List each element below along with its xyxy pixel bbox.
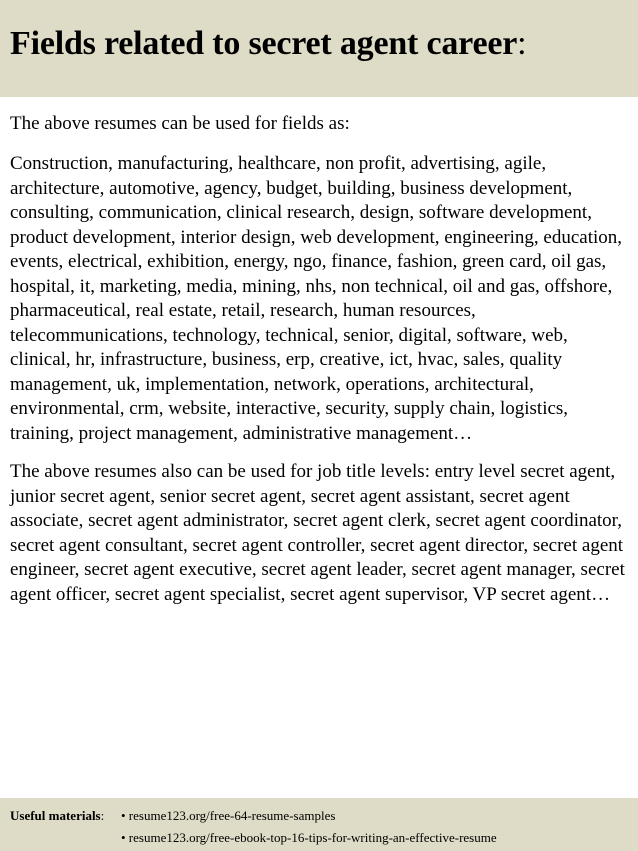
job-levels-paragraph: The above resumes also can be used for job title levels: entry level secret agent, junior secret agent, senior secret agent, secret agent assistant, secret agent associate, secret agent administrator, secret agent clerk, secret agent coordinator, secret agent consultant, secret agent controller, secret agent director, secret agent engineer, secret agent executive, secret agent leader, secret agent manager, secret agent officer, secret agent specialist, secret agent supervisor, VP secret agent… [10, 461, 625, 605]
fields-list-paragraph: Construction, manufacturing, healthcare, non profit, advertising, agile, architecture, automotive, agency, budget, building, business development, consulting, communication, clinical research, design, software development, product development, interior design, web development, engineering, education, events, electrical, exhibition, energy, ngo, finance, fashion, green card, oil gas, hospital, it, marketing, media, mining, nhs, non technical, oil and gas, offshore, pharmaceutical, real estate, retail, research, human resources, telecommunications, technology, technical, senior, digital, software, web, clinical, hr, infrastructure, business, erp, creative, ict, hvac, sales, quality management, uk, implementation, network, operations, architectural, environmental, crm, website, interactive, security, supply chain, logistics, training, project management, administrative management… [10, 153, 623, 444]
resume-tips-ebook-link[interactable]: • resume123.org/free-ebook-top-16-tips-for-writing-an-effective-resume [121, 830, 497, 845]
intro-text: The above resumes can be used for fields as: [10, 113, 350, 134]
page-title-text: Fields related to secret agent career [10, 25, 518, 62]
useful-materials-label [10, 808, 104, 824]
page-title-colon: : [517, 25, 527, 62]
page-title [10, 24, 526, 64]
resume-samples-link[interactable]: • resume123.org/free-64-resume-samples [121, 808, 336, 823]
useful-materials-label-text: Useful materials [10, 808, 101, 823]
useful-materials-colon: : [100, 808, 105, 823]
main-content [10, 111, 632, 607]
